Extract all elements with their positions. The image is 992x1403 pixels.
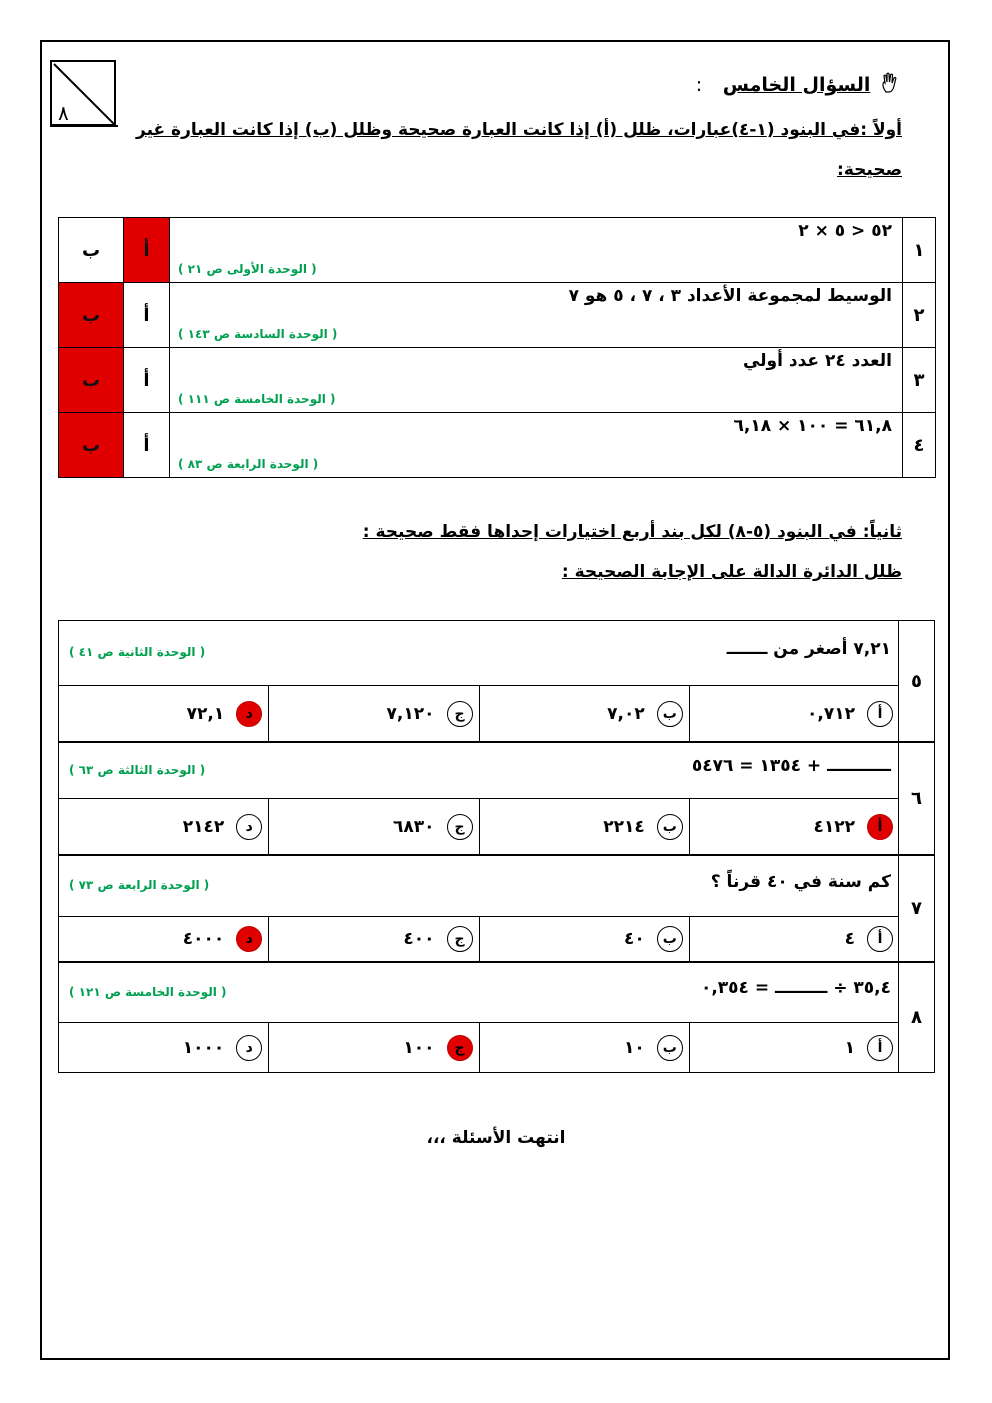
mcq-item-number: ٥ bbox=[898, 621, 934, 741]
mcq-question-block bbox=[58, 742, 935, 855]
mcq-option[interactable] bbox=[59, 799, 268, 854]
option-circle[interactable]: ب bbox=[657, 926, 683, 952]
tf-reference: ( الوحدة السادسة ص ١٤٣ ) bbox=[178, 327, 338, 341]
option-value: ٤٠ bbox=[623, 929, 645, 949]
option-value: ٧٢,١ bbox=[186, 703, 225, 724]
mcq-question-block bbox=[58, 855, 935, 962]
part2-instruction-line1: ثانياً: في البنود (٥-٨) لكل بند أربع اختيارات إحداها فقط صحيحة : bbox=[362, 522, 902, 542]
section-title bbox=[696, 72, 902, 99]
tf-reference: ( الوحدة الخامسة ص ١١١ ) bbox=[178, 392, 336, 406]
option-circle[interactable]: أ bbox=[867, 1035, 893, 1061]
option-value: ٤٠٠٠ bbox=[182, 929, 225, 949]
option-circle[interactable]: ب bbox=[657, 1035, 683, 1061]
option-circle[interactable]: د bbox=[236, 701, 262, 727]
option-value: ١٠٠ bbox=[403, 1037, 435, 1058]
option-circle[interactable]: د bbox=[236, 926, 262, 952]
option-circle[interactable]: ب bbox=[657, 701, 683, 727]
tf-statement-cell bbox=[170, 348, 903, 413]
mcq-item-number: ٨ bbox=[898, 963, 934, 1072]
mcq-reference: ( الوحدة الخامسة ص ١٢١ ) bbox=[69, 985, 227, 999]
option-value: ٤١٢٢ bbox=[813, 816, 855, 837]
true-false-table bbox=[58, 217, 936, 478]
mcq-option[interactable] bbox=[268, 799, 478, 854]
tf-option-a[interactable]: أ bbox=[124, 218, 170, 283]
tf-reference: ( الوحدة الأولى ص ٢١ ) bbox=[178, 262, 317, 276]
mcq-option[interactable] bbox=[479, 917, 689, 961]
mcq-option[interactable] bbox=[59, 1023, 268, 1072]
option-circle[interactable]: ج bbox=[447, 926, 473, 952]
mcq-question-text: ـــــــــــ + ١٣٥٤ = ٥٤٧٦ bbox=[691, 756, 891, 776]
option-value: ٤ bbox=[844, 929, 855, 949]
part2-instruction-line2: ظلل الدائرة الدالة على الإجابة الصحيحة : bbox=[561, 562, 902, 582]
tf-statement-cell bbox=[170, 283, 903, 348]
tf-statement: الوسيط لمجموعة الأعداد ٣ ، ٧ ، ٥ هو ٧ bbox=[568, 286, 892, 306]
tf-statement: العدد ٢٤ عدد أولي bbox=[742, 351, 892, 371]
mcq-question-row bbox=[59, 743, 899, 799]
option-value: ٠,٧١٢ bbox=[807, 703, 855, 724]
hand-icon bbox=[880, 72, 902, 99]
mcq-option[interactable] bbox=[59, 917, 268, 961]
option-circle[interactable]: د bbox=[236, 814, 262, 840]
part1-instruction-line2: صحيحة: bbox=[837, 160, 902, 180]
tf-option-b[interactable]: ب bbox=[59, 218, 124, 283]
mcq-question-row bbox=[59, 621, 899, 686]
mcq-item-number: ٦ bbox=[898, 743, 934, 854]
mcq-option[interactable] bbox=[268, 917, 478, 961]
option-circle[interactable]: ج bbox=[447, 814, 473, 840]
tf-row bbox=[59, 218, 936, 283]
option-value: ١ bbox=[844, 1037, 855, 1058]
tf-row bbox=[59, 283, 936, 348]
mcq-option[interactable] bbox=[689, 917, 899, 961]
mcq-reference: ( الوحدة الرابعة ص ٧٣ ) bbox=[69, 878, 210, 892]
mcq-item-number: ٧ bbox=[898, 856, 934, 961]
tf-statement-cell bbox=[170, 218, 903, 283]
tf-option-a[interactable]: أ bbox=[124, 413, 170, 478]
tf-option-b[interactable]: ب bbox=[59, 413, 124, 478]
tf-item-number: ٣ bbox=[903, 348, 936, 413]
score-box bbox=[50, 60, 116, 126]
mcq-reference: ( الوحدة الثالثة ص ٦٣ ) bbox=[69, 763, 206, 777]
mcq-option[interactable] bbox=[268, 686, 478, 741]
tf-option-a[interactable]: أ bbox=[124, 283, 170, 348]
tf-option-b[interactable]: ب bbox=[59, 283, 124, 348]
part1-instruction-line1: أولاً :في البنود (١-٤)عبارات، ظلل (أ) إذا كانت العبارة صحيحة وظلل (ب) إذا كانت العبارة غير bbox=[136, 120, 902, 140]
option-value: ٤٠٠ bbox=[403, 929, 435, 949]
option-circle[interactable]: د bbox=[236, 1035, 262, 1061]
score-total: ٨ bbox=[58, 101, 69, 125]
mcq-question-block bbox=[58, 962, 935, 1073]
tf-row bbox=[59, 348, 936, 413]
tf-item-number: ١ bbox=[903, 218, 936, 283]
mcq-options-row bbox=[59, 799, 899, 854]
option-value: ٦٨٣٠ bbox=[392, 816, 435, 837]
option-value: ٧,١٢٠ bbox=[386, 703, 435, 724]
mcq-reference: ( الوحدة الثانية ص ٤١ ) bbox=[69, 645, 206, 659]
mcq-question-block bbox=[58, 620, 935, 742]
tf-statement: ٦١,٨ = ١٠٠ × ٦,١٨ bbox=[733, 416, 892, 436]
mcq-question-row bbox=[59, 963, 899, 1023]
mcq-option[interactable] bbox=[689, 1023, 899, 1072]
mcq-option[interactable] bbox=[689, 799, 899, 854]
mcq-option[interactable] bbox=[479, 686, 689, 741]
tf-option-b[interactable]: ب bbox=[59, 348, 124, 413]
option-value: ٧,٠٢ bbox=[607, 703, 645, 724]
score-underline bbox=[50, 125, 118, 127]
mcq-options-row bbox=[59, 686, 899, 741]
mcq-options-row bbox=[59, 917, 899, 961]
tf-item-number: ٢ bbox=[903, 283, 936, 348]
option-circle[interactable]: ج bbox=[447, 701, 473, 727]
option-circle[interactable]: ب bbox=[657, 814, 683, 840]
mcq-question-text: ٧,٢١ أصغر من ـــــــ bbox=[726, 639, 891, 659]
tf-option-a[interactable]: أ bbox=[124, 348, 170, 413]
mcq-option[interactable] bbox=[268, 1023, 478, 1072]
option-value: ١٠ bbox=[623, 1037, 645, 1058]
mcq-question-row bbox=[59, 856, 899, 917]
mcq-options-row bbox=[59, 1023, 899, 1072]
tf-statement-cell bbox=[170, 413, 903, 478]
mcq-question-text: ٣٥,٤ ÷ ـــــــــ = ٠,٣٥٤ bbox=[700, 978, 891, 998]
option-value: ٢١٤٢ bbox=[182, 816, 225, 837]
mcq-option[interactable] bbox=[59, 686, 268, 741]
option-circle[interactable]: ج bbox=[447, 1035, 473, 1061]
mcq-option[interactable] bbox=[689, 686, 899, 741]
mcq-option[interactable] bbox=[479, 799, 689, 854]
option-value: ١٠٠٠ bbox=[182, 1037, 225, 1058]
tf-statement: ٥٢ < ٥ × ٢ bbox=[798, 221, 892, 241]
mcq-option[interactable] bbox=[479, 1023, 689, 1072]
option-circle[interactable]: أ bbox=[867, 814, 893, 840]
section-title-text: السؤال الخامس bbox=[722, 74, 871, 96]
tf-row bbox=[59, 413, 936, 478]
tf-item-number: ٤ bbox=[903, 413, 936, 478]
tf-reference: ( الوحدة الرابعة ص ٨٣ ) bbox=[178, 457, 319, 471]
end-of-questions: انتهت الأسئلة ،،، bbox=[426, 1128, 566, 1148]
mcq-question-text: كم سنة في ٤٠ قرناً ؟ bbox=[710, 872, 891, 892]
option-circle[interactable]: أ bbox=[867, 926, 893, 952]
option-circle[interactable]: أ bbox=[867, 701, 893, 727]
section-title-colon: : bbox=[695, 74, 703, 96]
option-value: ٢٢١٤ bbox=[603, 816, 645, 837]
